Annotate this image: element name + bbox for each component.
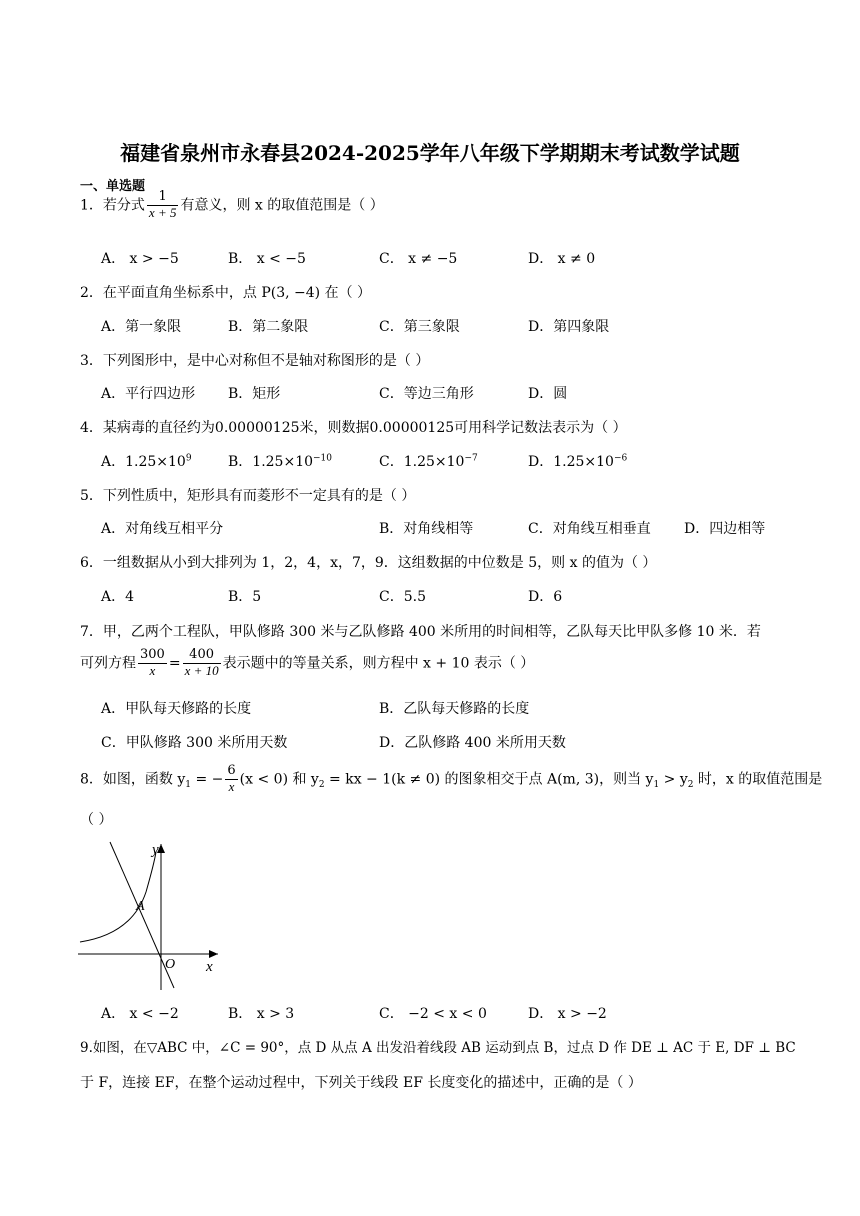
q1-fraction — [147, 190, 179, 221]
question-3: 3．下列图形中，是中心对称但不是轴对称图形的是（ ） — [80, 353, 430, 369]
q7-option-a: A．甲队每天修路的长度 — [101, 701, 252, 717]
q8-sub-3: 1 — [653, 780, 660, 791]
q1-option-c: C． x ≠ −5 — [379, 251, 458, 267]
section-heading: 一、单选题 — [80, 179, 146, 194]
hyperbola-curve — [80, 852, 156, 942]
q4-c-exp: −7 — [464, 453, 478, 464]
q8-frac-num: 6 — [227, 763, 236, 778]
q7-option-c: C．甲队修路 300 米所用天数 — [101, 735, 288, 751]
origin-label: O — [165, 957, 176, 972]
q8-sub-1: 1 — [185, 780, 192, 791]
q2-option-a: A．第一象限 — [101, 319, 182, 335]
q6-option-c: C．5.5 — [379, 589, 426, 605]
q7-option-b: B．乙队每天修路的长度 — [379, 701, 530, 717]
q1-frac-den: x + 5 — [148, 204, 177, 220]
q4-option-a — [101, 451, 192, 471]
question-7-line-1: 7．甲，乙两个工程队，甲队修路 300 米与乙队修路 400 米所用的时间相等，乙队每天比甲队多修 10 米．若 — [80, 624, 761, 640]
q8-suffix: 时，x 的取值范围是 — [693, 771, 823, 788]
question-5: 5．下列性质中，矩形具有而菱形不一定具有的是（ ） — [80, 488, 416, 504]
q3-option-b: B．矩形 — [228, 386, 281, 402]
q8-option-b: B． x > 3 — [228, 1006, 295, 1022]
q2-option-b: B．第二象限 — [228, 319, 309, 335]
q1-option-b: B． x < −5 — [228, 251, 306, 267]
q7-frac2-den: x + 10 — [184, 662, 219, 678]
q4-option-b — [228, 451, 332, 471]
q1-frac-num: 1 — [147, 190, 179, 206]
q8-sub-2: 2 — [318, 780, 325, 791]
y-axis-label: y — [152, 842, 159, 858]
q8-graph — [70, 838, 230, 998]
q1-prefix: 1．若分式 — [80, 197, 145, 214]
q8-mid-3: = kx − 1(k ≠ 0) 的图象相交于点 A(m, 3)，则当 y — [324, 771, 654, 788]
q6-option-b: B．5 — [228, 589, 262, 605]
point-a-label: A — [136, 899, 145, 914]
q1-option-a: A． x > −5 — [101, 251, 179, 267]
q8-option-a: A． x < −2 — [101, 1006, 179, 1022]
q3-option-c: C．等边三角形 — [379, 386, 474, 402]
q8-frac-den: x — [228, 778, 235, 794]
q5-option-c: C．对角线互相垂直 — [528, 521, 651, 537]
q7-fraction-1 — [138, 648, 167, 679]
q8-mid-1: = − — [191, 771, 224, 788]
q2-option-c: C．第三象限 — [379, 319, 460, 335]
q6-option-a: A．4 — [101, 589, 135, 605]
q5-option-a: A．对角线互相平分 — [101, 521, 224, 537]
q1-option-d: D． x ≠ 0 — [528, 251, 596, 267]
q6-option-d: D．6 — [528, 589, 563, 605]
q4-a-exp: 9 — [185, 453, 192, 464]
question-1 — [80, 190, 384, 221]
q8-fraction — [225, 764, 237, 795]
q7-option-d: D．乙队修路 400 米所用天数 — [379, 735, 566, 751]
q4-d-exp: −6 — [613, 453, 628, 464]
q4-option-c — [379, 451, 478, 471]
question-2: 2．在平面直角坐标系中，点 P(3, −4) 在（ ） — [80, 285, 372, 301]
q4-b-base: B．1.25×10 — [228, 454, 314, 470]
q5-option-d: D．四边相等 — [684, 521, 766, 537]
q2-option-d: D．第四象限 — [528, 319, 610, 335]
x-axis-label: x — [206, 959, 213, 975]
q4-a-base: A．1.25×10 — [101, 454, 186, 470]
question-7-line-2 — [80, 648, 534, 679]
q8-sub-4: 2 — [687, 780, 694, 791]
q3-option-d: D．圆 — [528, 386, 568, 402]
question-6: 6．一组数据从小到大排列为 1，2，4，x，7，9．这组数据的中位数是 5，则 x 的值为（ ） — [80, 555, 657, 571]
question-8-line-1 — [80, 764, 822, 795]
q4-option-d — [528, 451, 627, 471]
q7-suffix: 表示题中的等量关系，则方程中 x + 10 表示（ ） — [222, 655, 535, 672]
q4-c-base: C．1.25×10 — [379, 454, 465, 470]
q8-mid-4: > y — [659, 771, 688, 788]
q4-d-base: D．1.25×10 — [528, 454, 614, 470]
q8-option-c: C． −2 < x < 0 — [379, 1006, 487, 1022]
q1-suffix: 有意义，则 x 的取值范围是（ ） — [180, 197, 384, 214]
question-4: 4．某病毒的直径约为0.00000125米，则数据0.00000125可用科学记数法表示为（ ） — [80, 420, 627, 436]
q8-prefix: 8．如图，函数 y — [80, 771, 186, 788]
q7-fraction-2 — [183, 648, 221, 679]
q7-prefix: 可列方程 — [80, 655, 136, 672]
q7-equals: = — [168, 655, 181, 672]
question-9-line-2: 于 F，连接 EF，在整个运动过程中，下列关于线段 EF 长度变化的描述中，正确的是（ ） — [80, 1075, 642, 1091]
page-title: 福建省泉州市永春县2024-2025学年八年级下学期期末考试数学试题 — [120, 141, 740, 165]
question-8-line-2: （ ） — [80, 812, 113, 828]
x-axis-arrow — [209, 950, 218, 958]
question-9-line-1: 9.如图，在▽ABC 中，∠C = 90°，点 D 从点 A 出发沿着线段 AB 运动到点 B，过点 D 作 DE ⊥ AC 于 E, DF ⊥ BC — [80, 1040, 796, 1056]
q7-frac1-num: 300 — [140, 647, 165, 662]
q7-frac1-den: x — [149, 662, 156, 678]
q8-mid-2: (x < 0) 和 y — [239, 771, 319, 788]
q4-b-exp: −10 — [313, 453, 333, 464]
q7-frac2-num: 400 — [183, 648, 221, 664]
q3-option-a: A．平行四边形 — [101, 386, 196, 402]
q8-option-d: D． x > −2 — [528, 1006, 607, 1022]
q5-option-b: B．对角线相等 — [379, 521, 474, 537]
